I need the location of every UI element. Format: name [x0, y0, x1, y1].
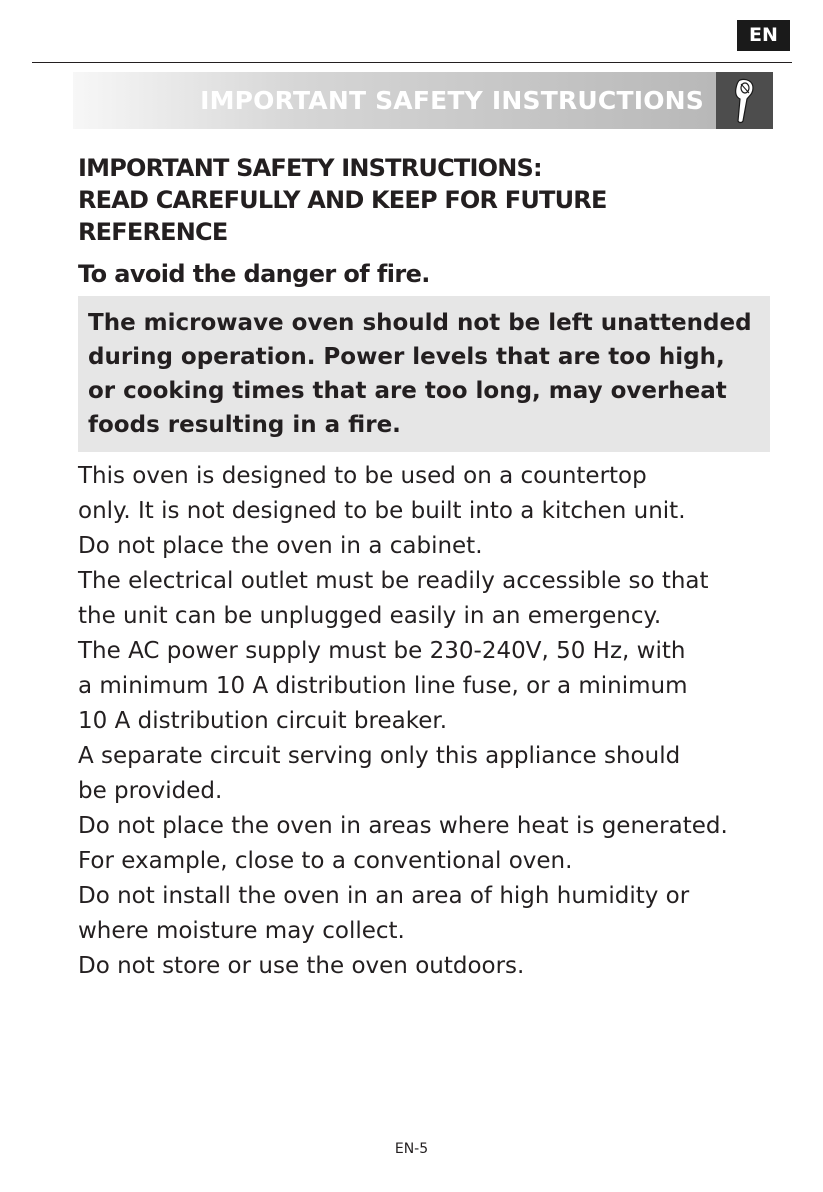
- warning-hand-icon: [716, 72, 773, 129]
- body-line: Do not store or use the oven outdoors.: [78, 953, 525, 979]
- body-line: where moisture may collect.: [78, 918, 405, 944]
- heading-line: REFERENCE: [78, 218, 228, 246]
- fire-warning-box: [78, 296, 770, 452]
- body-line: Do not place the oven in a cabinet.: [78, 533, 483, 559]
- warning-line: The microwave oven should not be left unattended: [88, 310, 752, 336]
- body-line: A separate circuit serving only this appliance should: [78, 743, 681, 769]
- page-heading: [78, 152, 778, 248]
- body-line: be provided.: [78, 778, 223, 804]
- heading-line: READ CAREFULLY AND KEEP FOR FUTURE: [78, 186, 607, 214]
- warning-line: or cooking times that are too long, may overheat: [88, 378, 727, 404]
- language-badge: EN: [737, 20, 790, 51]
- body-line: Do not install the oven in an area of high humidity or: [78, 883, 690, 909]
- body-line: This oven is designed to be used on a countertop: [78, 463, 647, 489]
- header-rule: [32, 62, 792, 63]
- section-banner-title: IMPORTANT SAFETY INSTRUCTIONS: [200, 86, 704, 115]
- body-line: a minimum 10 A distribution line fuse, or a minimum: [78, 673, 688, 699]
- body-line: The electrical outlet must be readily accessible so that: [78, 568, 709, 594]
- body-line: Do not place the oven in areas where heat is generated.: [78, 813, 728, 839]
- heading-line: IMPORTANT SAFETY INSTRUCTIONS:: [78, 154, 542, 182]
- warning-line: during operation. Power levels that are too high,: [88, 344, 725, 370]
- body-line: the unit can be unplugged easily in an emergency.: [78, 603, 662, 629]
- body-line: The AC power supply must be 230-240V, 50 Hz, with: [78, 638, 686, 664]
- section-banner: [73, 72, 716, 129]
- warning-line: foods resulting in a fire.: [88, 412, 401, 438]
- body-line: For example, close to a conventional oven.: [78, 848, 573, 874]
- body-line: only. It is not designed to be built into a kitchen unit.: [78, 498, 686, 524]
- page-number: EN-5: [394, 1141, 429, 1157]
- body-line: 10 A distribution circuit breaker.: [78, 708, 448, 734]
- fire-danger-subheading: To avoid the danger of fire.: [78, 260, 430, 288]
